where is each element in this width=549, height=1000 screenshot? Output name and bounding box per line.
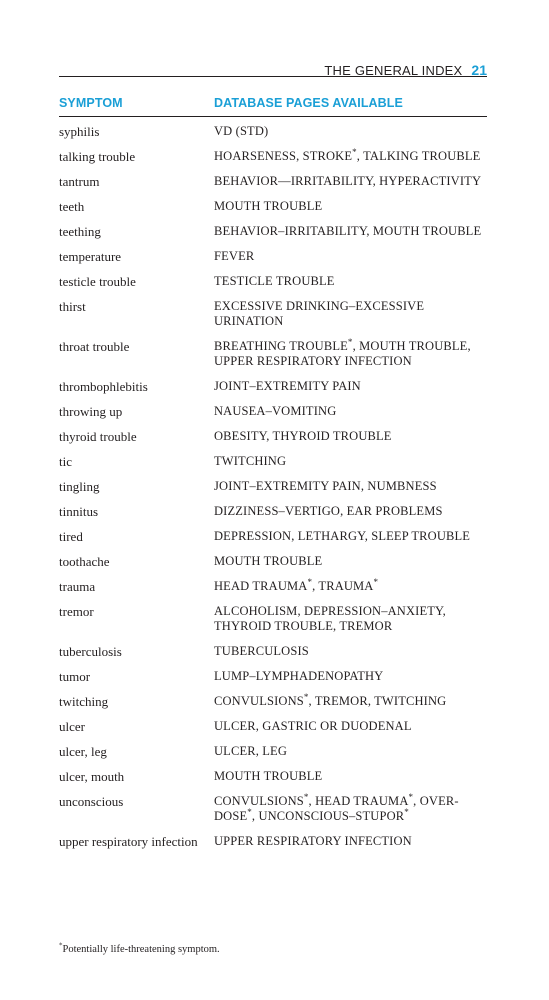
- pages-cell: TESTICLE TROUBLE: [214, 274, 335, 288]
- table-row: [59, 529, 487, 544]
- symptom-cell: teeth: [59, 199, 85, 214]
- footnote-marker: *: [59, 941, 63, 950]
- symptom-cell: ulcer, leg: [59, 744, 107, 759]
- symptom-cell: tumor: [59, 669, 91, 684]
- threat-marker: *: [303, 691, 309, 702]
- table-row: [59, 644, 487, 659]
- table-row: [59, 719, 487, 734]
- table-row: [59, 669, 487, 684]
- table-row: [59, 249, 487, 264]
- pages-cell: BEHAVIOR–IRRITABILITY, MOUTH TROUBLE: [214, 224, 482, 238]
- table-row: [59, 744, 487, 759]
- page-number: 21: [471, 62, 487, 78]
- table-row: [59, 769, 487, 784]
- symptom-cell: tired: [59, 529, 83, 544]
- table-row: [59, 604, 487, 634]
- pages-cell: ULCER, GASTRIC OR DUODENAL: [214, 719, 412, 733]
- symptom-cell: unconscious: [59, 794, 124, 809]
- symptom-cell: thrombophlebitis: [59, 379, 148, 394]
- symptom-cell: testicle trouble: [59, 274, 136, 289]
- threat-marker: *: [347, 336, 353, 347]
- symptom-cell: upper respiratory infection: [59, 834, 198, 849]
- symptom-cell: talking trouble: [59, 149, 136, 164]
- threat-marker: *: [373, 576, 379, 587]
- symptom-cell: ulcer, mouth: [59, 769, 125, 784]
- pages-cell: ALCOHOLISM, DEPRESSION–ANXIETY, THYROID TROUBLE, TREMOR: [214, 604, 446, 633]
- table-row: [59, 576, 487, 594]
- symptom-cell: teething: [59, 224, 101, 239]
- threat-marker: *: [404, 806, 409, 817]
- symptom-cell: temperature: [59, 249, 122, 264]
- table-row: [59, 454, 487, 469]
- table-row: [59, 554, 487, 569]
- symptom-cell: thyroid trouble: [59, 429, 137, 444]
- table-row: [59, 174, 487, 189]
- table-row: [59, 791, 487, 824]
- pages-cell: CONVULSIONS*, TREMOR, TWITCHING: [214, 691, 447, 708]
- pages-cell: JOINT–EXTREMITY PAIN: [214, 379, 361, 393]
- symptom-cell: tantrum: [59, 174, 100, 189]
- pages-cell: ULCER, LEG: [214, 744, 288, 758]
- pages-cell: NAUSEA–VOMITING: [214, 404, 337, 418]
- symptom-cell: tremor: [59, 604, 94, 619]
- threat-marker: *: [247, 806, 252, 817]
- pages-cell: MOUTH TROUBLE: [214, 199, 323, 213]
- table-row: [59, 379, 487, 394]
- pages-cell: DIZZINESS–VERTIGO, EAR PROBLEMS: [214, 504, 443, 518]
- threat-marker: *: [303, 791, 309, 802]
- symptom-cell: trauma: [59, 579, 96, 594]
- table-row: [59, 834, 487, 849]
- pages-cell: TUBERCULOSIS: [214, 644, 309, 658]
- pages-cell: CONVULSIONS*, HEAD TRAUMA*, OVER-DOSE*, UNCONSCIOUS–STUPOR*: [214, 791, 459, 823]
- header-rule: [59, 76, 487, 77]
- pages-cell: BREATHING TROUBLE*, MOUTH TROUBLE, UPPER RESPIRATORY INFECTION: [214, 336, 471, 368]
- header-title: THE GENERAL INDEX: [324, 62, 463, 78]
- pages-cell: LUMP–LYMPHADENOPATHY: [214, 669, 384, 683]
- pages-cell: OBESITY, THYROID TROUBLE: [214, 429, 392, 443]
- index-table: [59, 118, 487, 849]
- pages-cell: VD (STD): [214, 124, 269, 138]
- pages-cell: JOINT–EXTREMITY PAIN, NUMBNESS: [214, 479, 437, 493]
- symptom-cell: syphilis: [59, 124, 100, 139]
- symptom-cell: throwing up: [59, 404, 123, 419]
- table-row: [59, 299, 487, 329]
- symptom-cell: tinnitus: [59, 504, 99, 519]
- table-row: [59, 199, 487, 214]
- pages-cell: HEAD TRAUMA*, TRAUMA*: [214, 576, 379, 593]
- footnote: [59, 941, 220, 955]
- pages-cell: EXCESSIVE DRINKING–EXCESSIVE URINATION: [214, 299, 425, 328]
- symptom-cell: tic: [59, 454, 72, 469]
- pages-cell: TWITCHING: [214, 454, 287, 468]
- table-row: [59, 124, 487, 139]
- table-row: [59, 146, 487, 164]
- symptom-cell: thirst: [59, 299, 86, 314]
- table-row: [59, 336, 487, 369]
- pages-cell: FEVER: [214, 249, 255, 263]
- symptom-cell: twitching: [59, 694, 109, 709]
- symptom-cell: throat trouble: [59, 339, 130, 354]
- threat-marker: *: [408, 791, 414, 802]
- symptom-cell: tingling: [59, 479, 100, 494]
- pages-cell: MOUTH TROUBLE: [214, 769, 323, 783]
- pages-cell: MOUTH TROUBLE: [214, 554, 323, 568]
- table-row: [59, 274, 487, 289]
- threat-marker: *: [307, 576, 313, 587]
- threat-marker: *: [352, 146, 357, 157]
- symptom-cell: tuberculosis: [59, 644, 122, 659]
- table-row: [59, 479, 487, 494]
- pages-cell: HOARSENESS, STROKE*, TALKING TROUBLE: [214, 146, 481, 163]
- table-row: [59, 224, 487, 239]
- symptom-cell: ulcer: [59, 719, 85, 734]
- pages-column-header: DATABASE PAGES AVAILABLE: [214, 96, 403, 110]
- symptom-column-header: SYMPTOM: [59, 96, 123, 110]
- table-row: [59, 429, 487, 444]
- table-row: [59, 691, 487, 709]
- table-row: [59, 504, 487, 519]
- column-header-rule: [59, 116, 487, 117]
- pages-cell: UPPER RESPIRATORY INFECTION: [214, 834, 412, 848]
- pages-cell: DEPRESSION, LETHARGY, SLEEP TROUBLE: [214, 529, 471, 543]
- table-row: [59, 404, 487, 419]
- pages-cell: BEHAVIOR—IRRITABILITY, HYPERACTIVITY: [214, 174, 482, 188]
- footnote-text: Potentially life-threatening symptom.: [62, 944, 220, 955]
- symptom-cell: toothache: [59, 554, 110, 569]
